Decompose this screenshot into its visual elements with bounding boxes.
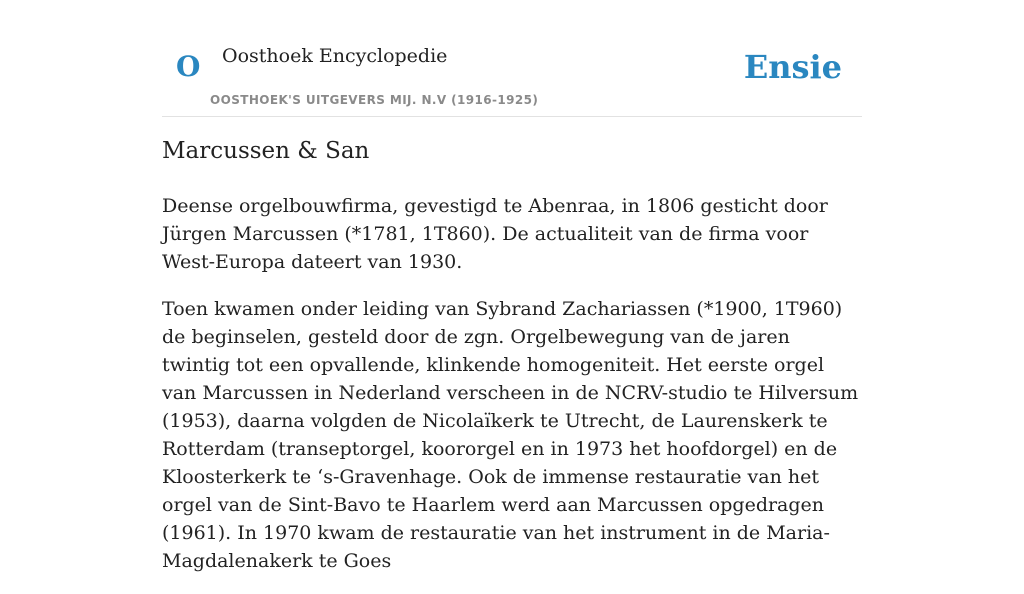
brand-logo[interactable]: Ensie	[743, 48, 842, 86]
article-title: Marcussen & San	[162, 138, 370, 164]
article-paragraph: Deense orgelbouwfirma, gevestigd te Abenraa, in 1806 gesticht door Jürgen Marcussen (*1781, 1T860). De actualiteit van de firma voor West-Europa dateert van 1930.	[162, 195, 828, 273]
site-subtitle: OOSTHOEK'S UITGEVERS MIJ. N.V (1916-1925)	[210, 93, 539, 107]
site-header	[162, 0, 862, 117]
site-title[interactable]: Oosthoek Encyclopedie	[222, 45, 448, 67]
logo-icon[interactable]: O	[176, 50, 201, 83]
article-body	[162, 192, 862, 594]
article-paragraph: Toen kwamen onder leiding van Sybrand Zachariassen (*1900, 1T960) de beginselen, gesteld door de zgn. Orgelbewegung van de jaren twintig tot een opvallende, klinkende homogeniteit. Het eerste orgel van Marcussen in Nederland verscheen in de NCRV-studio te Hilversum (1953), daarna volgden de Nicolaïkerk te Utrecht, de Laurenskerk te Rotterdam (transeptorgel, koororgel en in 1973 het hoofdorgel) en de Kloosterkerk te ‘s-Gravenhage. Ook de immense restauratie van het orgel van de Sint-Bavo te Haarlem werd aan Marcussen opgedragen (1961). In 1970 kwam de restauratie van het instrument in de Maria-Magdalenakerk te Goes	[162, 298, 859, 572]
